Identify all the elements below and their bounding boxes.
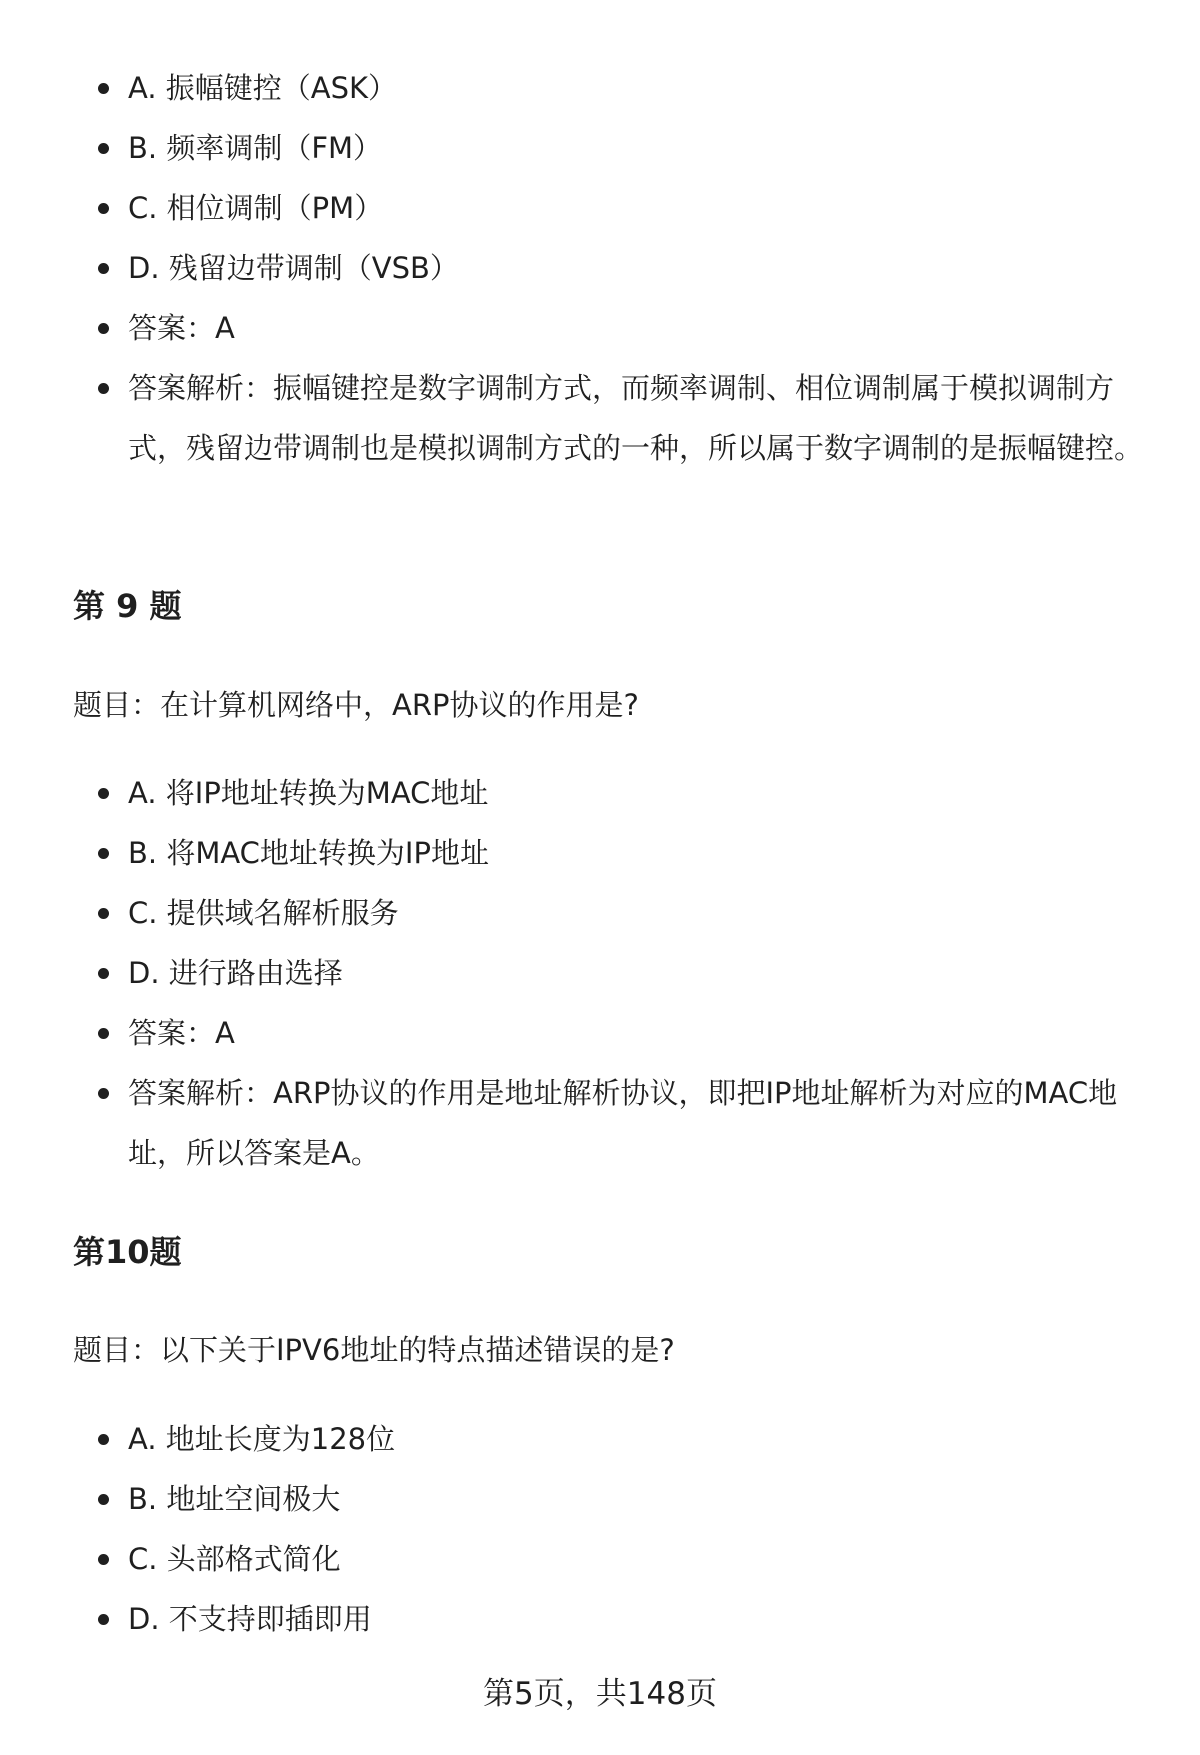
question-10-title: 第10题	[73, 1233, 182, 1271]
answer: 答案：A	[0, 298, 1200, 358]
page-number: 第5页，共148页	[483, 1676, 717, 1712]
option-c: C. 提供域名解析服务	[0, 883, 1200, 943]
answer-explanation: 答案解析：ARP协议的作用是地址解析协议，即把IP地址解析为对应的MAC地址，所以答案是A。	[0, 1063, 1200, 1183]
option-b: B. 频率调制（FM）	[0, 118, 1200, 178]
question-10-text: 题目：以下关于IPV6地址的特点描述错误的是?	[73, 1333, 675, 1367]
option-list	[0, 763, 1200, 1183]
option-list	[0, 58, 1200, 478]
question-9-text: 题目：在计算机网络中，ARP协议的作用是?	[73, 688, 639, 722]
option-b: B. 地址空间极大	[0, 1469, 1200, 1529]
option-list	[0, 1409, 1200, 1649]
question-9-block	[0, 763, 1200, 1183]
answer-explanation: 答案解析：振幅键控是数字调制方式，而频率调制、相位调制属于模拟调制方式，残留边带调制也是模拟调制方式的一种，所以属于数字调制的是振幅键控。	[0, 358, 1200, 478]
option-d: D. 进行路由选择	[0, 943, 1200, 1003]
question-10-block	[0, 1409, 1200, 1649]
question-9-title: 第 9 题	[73, 587, 182, 625]
option-a: A. 地址长度为128位	[0, 1409, 1200, 1469]
option-d: D. 残留边带调制（VSB）	[0, 238, 1200, 298]
option-c: C. 头部格式简化	[0, 1529, 1200, 1589]
option-c: C. 相位调制（PM）	[0, 178, 1200, 238]
question-8-block	[0, 58, 1200, 478]
answer: 答案：A	[0, 1003, 1200, 1063]
option-a: A. 将IP地址转换为MAC地址	[0, 763, 1200, 823]
option-b: B. 将MAC地址转换为IP地址	[0, 823, 1200, 883]
option-d: D. 不支持即插即用	[0, 1589, 1200, 1649]
option-a: A. 振幅键控（ASK）	[0, 58, 1200, 118]
